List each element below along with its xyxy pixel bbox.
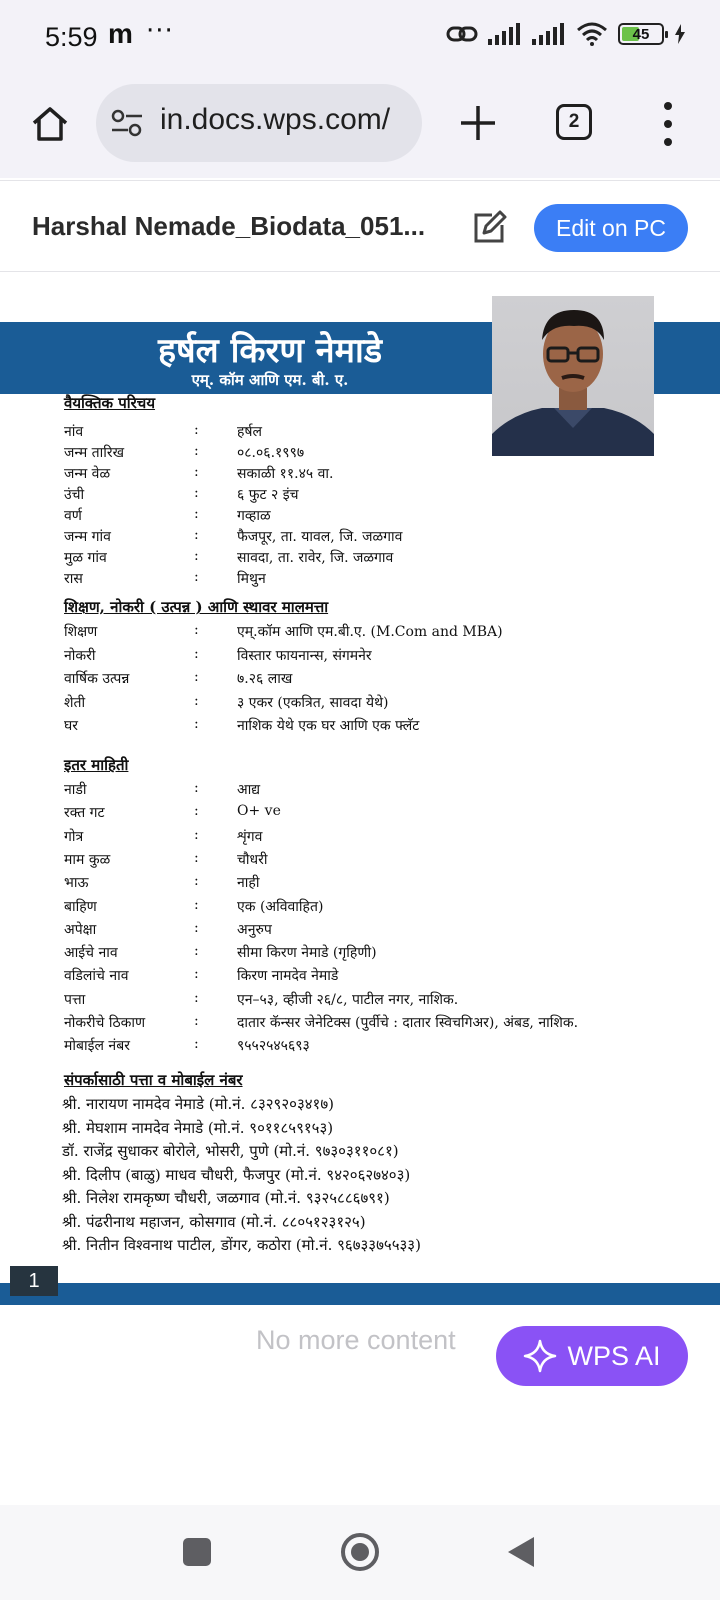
field-value: नाशिक येथे एक घर आणि एक फ्लॅट [237,718,420,734]
field-value: शृंगव [237,828,263,845]
field-label: उंची [64,487,85,503]
signal-icon-2 [532,23,566,45]
wps-ai-label[interactable]: WPS AI [567,1340,661,1371]
field-value: किरण नामदेव नेमाडे [237,968,339,985]
field-value: O+ ve [237,803,281,820]
field-label: शिक्षण [64,624,98,640]
edit-on-pc-button[interactable]: Edit on PC [534,204,688,252]
signal-icon [488,23,522,45]
field-separator: : [194,622,199,638]
field-separator: : [194,716,199,732]
field-label: नांव [64,424,84,440]
personal-row [64,443,704,465]
field-separator: : [194,943,199,960]
field-label: मुळ गांव [64,550,107,566]
field-label: आईचे नाव [64,945,118,962]
other-row [64,803,704,825]
education-row [64,716,704,738]
other-row [64,873,704,895]
personal-row [64,422,704,444]
education-row [64,693,704,715]
other-section-title: इतर माहिती [64,756,129,774]
field-label: रास [64,571,83,587]
home-button[interactable] [26,100,74,148]
field-value: आद्य [237,782,261,798]
field-label: पत्ता [64,991,86,1008]
field-value: सकाळी ११.४५ वा. [237,466,334,482]
field-label: घर [64,718,78,734]
field-value: एक (अविवाहित) [237,898,324,915]
field-separator: : [194,966,199,983]
education-row [64,646,704,668]
field-label: वार्षिक उत्पन्न [64,671,130,687]
document-title: Harshal Nemade_Biodata_051... [32,211,426,241]
personal-row [64,464,704,486]
field-value: विस्तार फायनान्स, संगमनेर [237,647,372,664]
other-row [64,897,704,919]
other-row [64,850,704,872]
contacts-section-title: संपर्कासाठी पत्ता व मोबाईल नंबर [64,1071,243,1089]
field-separator: : [194,485,199,501]
page-number-badge: 1 [10,1266,58,1296]
field-label: वडिलांचे नाव [64,968,129,985]
field-separator: : [194,548,199,564]
wifi-icon [576,22,608,46]
field-label: भाऊ [64,875,89,892]
sparkle-icon [523,1339,557,1373]
field-value: एम्.कॉम आणि एम.बी.ए. (M.Com and MBA) [237,624,503,640]
field-label: जन्म वेळ [64,466,111,482]
new-tab-button[interactable] [455,100,501,146]
contact-item: डॉ. राजेंद्र सुधाकर बोरोले, भोसरी, पुणे (मो.नं. ९७३०३११०८१) [62,1142,399,1160]
app-notification-icon: m [108,18,133,49]
contact-item: श्री. नारायण नामदेव नेमाडे (मो.नं. ८३२९२०३४१७) [62,1095,335,1113]
status-bar [0,0,720,78]
education-row [64,622,704,644]
other-row [64,990,704,1012]
field-label: नाडी [64,782,87,798]
recent-apps-button[interactable] [183,1538,211,1566]
field-value: सीमा किरण नेमाडे (गृहिणी) [237,945,377,962]
education-section-title: शिक्षण, नोकरी ( उत्पन्न ) आणि स्थावर मालमत्ता [64,598,329,616]
field-label: जन्म तारिख [64,445,125,461]
other-row [64,1013,704,1035]
personal-row [64,485,704,507]
back-nav-button[interactable] [506,1535,536,1569]
field-value: ०८.०६.१९९७ [237,445,305,461]
battery-icon: 45 [618,23,664,45]
field-separator: : [194,569,199,585]
site-settings-icon[interactable] [110,108,144,138]
field-value: चौधरी [237,851,268,868]
browser-toolbar [0,78,720,178]
field-value: ३ एकर (एकत्रित, सावदा येथे) [237,694,389,711]
link-icon [446,22,478,46]
field-separator: : [194,849,199,866]
field-label: अपेक्षा [64,921,97,938]
other-row [64,827,704,849]
field-separator: : [194,692,199,709]
other-row [64,943,704,965]
field-label: माम कुळ [64,851,111,868]
field-label: रक्त गट [64,805,105,822]
field-value: ७.२६ लाख [237,671,293,687]
other-row [64,780,704,802]
browser-menu-button[interactable] [656,102,680,146]
field-separator: : [194,919,199,936]
url-text[interactable]: in.docs.wps.com/ [160,103,391,136]
personal-row [64,506,704,528]
field-value: ६ फुट २ इंच [237,487,299,503]
system-status-icons [446,22,686,46]
field-label: गोत्र [64,828,84,845]
document-header [0,180,720,272]
field-separator: : [194,645,199,662]
field-separator: : [194,443,199,459]
field-separator: : [194,780,199,796]
field-value: हर्षल [237,424,263,440]
home-nav-button[interactable] [340,1532,380,1572]
education-row [64,669,704,691]
address-bar[interactable] [96,84,422,162]
document-page [0,286,720,1306]
person-name: हर्षल किरण नेमाडे [157,331,383,371]
other-row [64,920,704,942]
field-separator: : [194,826,199,843]
contact-item: श्री. नितीन विश्वनाथ पाटील, डोंगर, कठोरा (मो.नं. ९६७३३७५५३३) [62,1236,421,1254]
field-value: ९५५२५४५६९३ [237,1038,310,1055]
status-time: 5:59 [45,22,98,52]
field-value: मिथुन [237,571,266,587]
more-notifications-icon: ··· [146,16,174,46]
personal-row [64,569,704,591]
edit-icon[interactable] [470,209,508,247]
field-separator: : [194,873,199,890]
field-label: वर्ण [64,508,82,524]
system-navigation-bar [0,1505,720,1600]
field-value: नाही [237,875,260,892]
wps-ai-button[interactable] [496,1326,688,1386]
field-separator: : [194,1013,199,1029]
field-label: बाहिण [64,898,97,915]
field-separator: : [194,527,199,543]
charging-icon [674,24,686,44]
qualification: एम्. कॉम आणि एम. बी. ए. [191,371,349,389]
field-value: सावदा, ता. रावेर, जि. जळगाव [237,550,394,566]
contact-item: श्री. निलेश रामकृष्ण चौधरी, जळगाव (मो.नं. ९३२५८८६७९१) [62,1189,390,1207]
contact-item: श्री. दिलीप (बाळु) माधव चौधरी, फैजपुर (मो.नं. ९४२०६२७४०३) [62,1165,411,1184]
other-row [64,1036,704,1058]
field-value: फैजपूर, ता. यावल, जि. जळगाव [237,529,403,545]
field-separator: : [194,896,199,913]
tab-switcher-button[interactable]: 2 [556,104,592,140]
no-more-content-text: No more content [256,1325,456,1355]
field-label: जन्म गांव [64,529,111,545]
bottom-banner [0,1283,720,1305]
personal-section-title: वैयक्तिक परिचय [64,394,156,412]
field-value: अनुरुप [237,921,272,938]
field-separator: : [194,464,199,480]
other-row [64,966,704,988]
field-label: मोबाईल नंबर [64,1038,130,1055]
field-separator: : [194,803,199,820]
field-label: शेती [64,694,86,711]
field-separator: : [194,669,199,685]
field-label: नोकरीचे ठिकाण [64,1015,146,1031]
contact-item: श्री. मेघशाम नामदेव नेमाडे (मो.नं. ९०११८५९१५३) [62,1118,334,1137]
field-label: नोकरी [64,647,96,664]
field-value: दातार कॅन्सर जेनेटिक्स (पुर्वीचे : दातार स्विचगिअर), अंबड, नाशिक. [237,1015,579,1031]
contact-item: श्री. पंढरीनाथ महाजन, कोसगाव (मो.नं. ८८०५१२३१२५) [62,1212,366,1231]
personal-row [64,548,704,570]
field-value: एन–५३, व्हीजी २६/८, पाटील नगर, नाशिक. [237,991,459,1008]
field-separator: : [194,506,199,522]
home-icon [30,104,70,144]
field-separator: : [194,422,199,438]
field-separator: : [194,1036,199,1053]
field-separator: : [194,989,199,1006]
personal-row [64,527,704,549]
field-value: गव्हाळ [237,508,271,524]
